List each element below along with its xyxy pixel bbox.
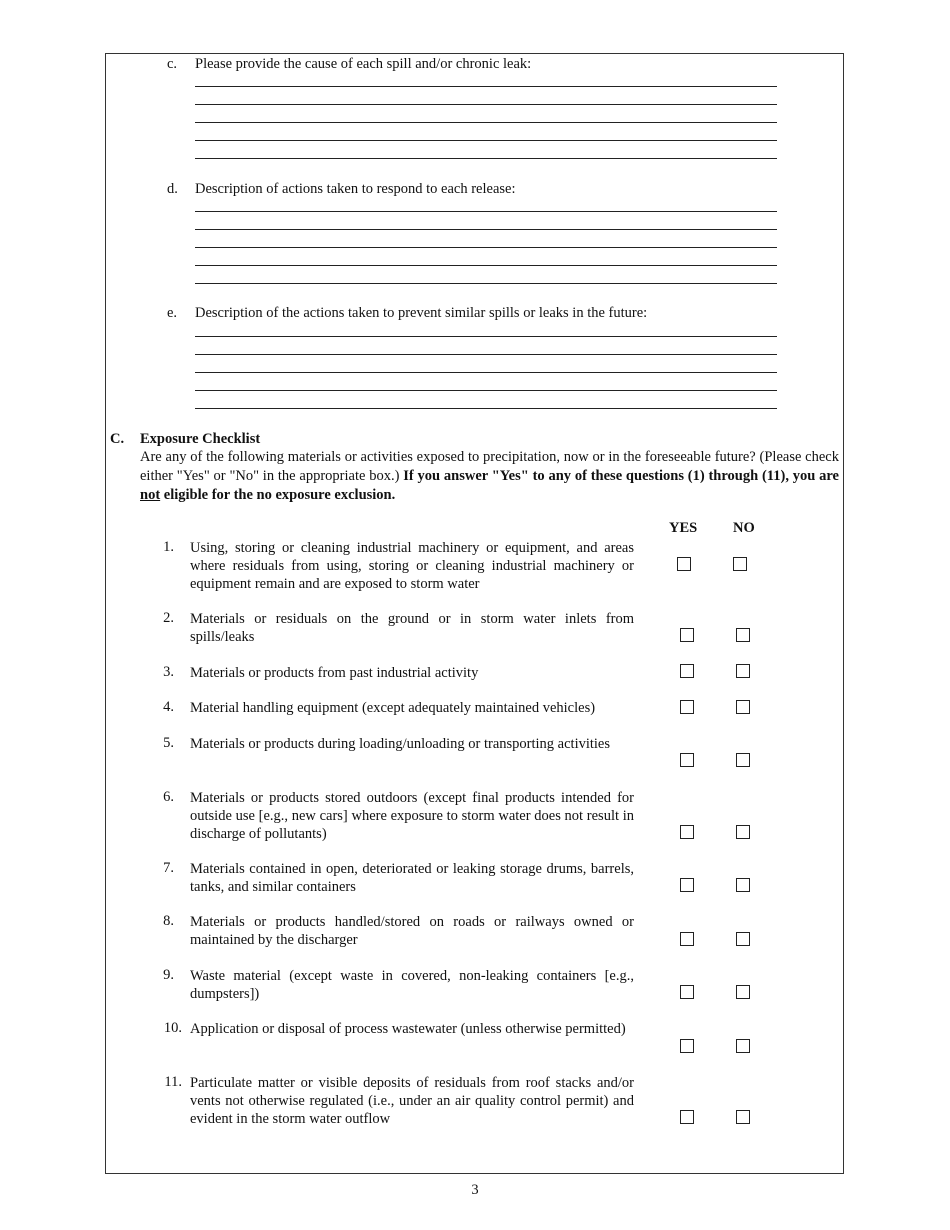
answer-line[interactable] (195, 158, 777, 159)
yes-column-header: YES (669, 520, 698, 536)
yes-checkbox[interactable] (680, 664, 694, 678)
item-text: Using, storing or cleaning industrial machinery or equipment, and areas where residuals from using, storing or cleaning industrial machinery or equipment remain and are exposed to storm water (190, 540, 634, 592)
answer-line[interactable] (195, 372, 777, 373)
answer-line[interactable] (195, 390, 777, 391)
item-text: Materials or products stored outdoors (except final products intended for outside use [e.g., new cars] where exposure to storm water does not result in discharge of pollutants) (190, 790, 634, 842)
item-text: Materials or residuals on the ground or in storm water inlets from spills/leaks (190, 611, 634, 645)
item-d-letter: d. (167, 181, 178, 197)
item-text: Waste material (except waste in covered, non-leaking containers [e.g., dumpsters]) (190, 968, 634, 1002)
page-number: 3 (471, 1182, 479, 1198)
item-text: Materials contained in open, deteriorated or leaking storage drums, barrels, tanks, and similar containers (190, 861, 634, 895)
item-e-letter: e. (167, 305, 178, 321)
item-number: 6. (163, 789, 174, 805)
answer-line[interactable] (195, 265, 777, 266)
item-number: 8. (163, 913, 174, 929)
yes-checkbox[interactable] (680, 932, 694, 946)
intro-text: Are any of the following materials or activities exposed to precipitation, now or in the foreseeable future? (Please check either "Yes" or "No" in the appropriate box.) (140, 449, 839, 484)
item-c-letter: c. (167, 56, 178, 72)
no-checkbox[interactable] (736, 878, 750, 892)
answer-line[interactable] (195, 211, 777, 212)
intro-bold-1: If you answer "Yes" to any of these questions (1) through (11), you are (403, 468, 839, 484)
no-checkbox[interactable] (736, 932, 750, 946)
item-number: 1. (163, 539, 174, 555)
item-number: 4. (163, 699, 174, 715)
item-text: Materials or products during loading/unloading or transporting activities (190, 736, 611, 752)
item-number: 10. (163, 1020, 182, 1036)
no-checkbox[interactable] (736, 700, 750, 714)
answer-line[interactable] (195, 104, 777, 105)
yes-checkbox[interactable] (680, 628, 694, 642)
item-text: Materials or products from past industrial activity (190, 665, 479, 681)
answer-line[interactable] (195, 86, 777, 87)
no-checkbox[interactable] (736, 985, 750, 999)
section-c-letter: C. (110, 431, 125, 447)
no-checkbox[interactable] (733, 557, 747, 571)
answer-line[interactable] (195, 408, 777, 409)
answer-line[interactable] (195, 354, 777, 355)
item-d-prompt: Description of actions taken to respond to each release: (195, 181, 516, 197)
item-e-prompt: Description of the actions taken to prevent similar spills or leaks in the future: (195, 305, 648, 321)
no-checkbox[interactable] (736, 1110, 750, 1124)
no-checkbox[interactable] (736, 753, 750, 767)
item-text: Application or disposal of process wastewater (unless otherwise permitted) (190, 1021, 626, 1037)
yes-checkbox[interactable] (677, 557, 691, 571)
yes-checkbox[interactable] (680, 753, 694, 767)
item-number: 3. (163, 664, 174, 680)
answer-line[interactable] (195, 229, 777, 230)
item-number: 9. (163, 967, 174, 983)
yes-checkbox[interactable] (680, 985, 694, 999)
item-number: 7. (163, 860, 174, 876)
answer-line[interactable] (195, 336, 777, 337)
item-text: Materials or products handled/stored on roads or railways owned or maintained by the discharger (190, 914, 634, 948)
no-checkbox[interactable] (736, 825, 750, 839)
intro-bold-2: eligible for the no exposure exclusion. (163, 487, 396, 503)
item-c-prompt: Please provide the cause of each spill and/or chronic leak: (195, 56, 532, 72)
answer-line[interactable] (195, 283, 777, 284)
answer-line[interactable] (195, 122, 777, 123)
item-number: 5. (163, 735, 174, 751)
item-number: 2. (163, 610, 174, 626)
section-c-title: Exposure Checklist (140, 431, 261, 447)
intro-underlined: not (140, 487, 161, 503)
item-number: 11. (164, 1074, 182, 1090)
answer-line[interactable] (195, 140, 777, 141)
yes-checkbox[interactable] (680, 1039, 694, 1053)
yes-checkbox[interactable] (680, 700, 694, 714)
section-c-intro (140, 448, 839, 505)
item-text: Particulate matter or visible deposits of residuals from roof stacks and/or vents not otherwise regulated (i.e., under an air quality control permit) and evident in the storm water outflow (190, 1075, 634, 1127)
yes-checkbox[interactable] (680, 1110, 694, 1124)
no-checkbox[interactable] (736, 1039, 750, 1053)
yes-checkbox[interactable] (680, 878, 694, 892)
item-text: Material handling equipment (except adequately maintained vehicles) (190, 700, 596, 716)
no-column-header: NO (733, 520, 755, 536)
no-checkbox[interactable] (736, 664, 750, 678)
answer-line[interactable] (195, 247, 777, 248)
no-checkbox[interactable] (736, 628, 750, 642)
yes-checkbox[interactable] (680, 825, 694, 839)
